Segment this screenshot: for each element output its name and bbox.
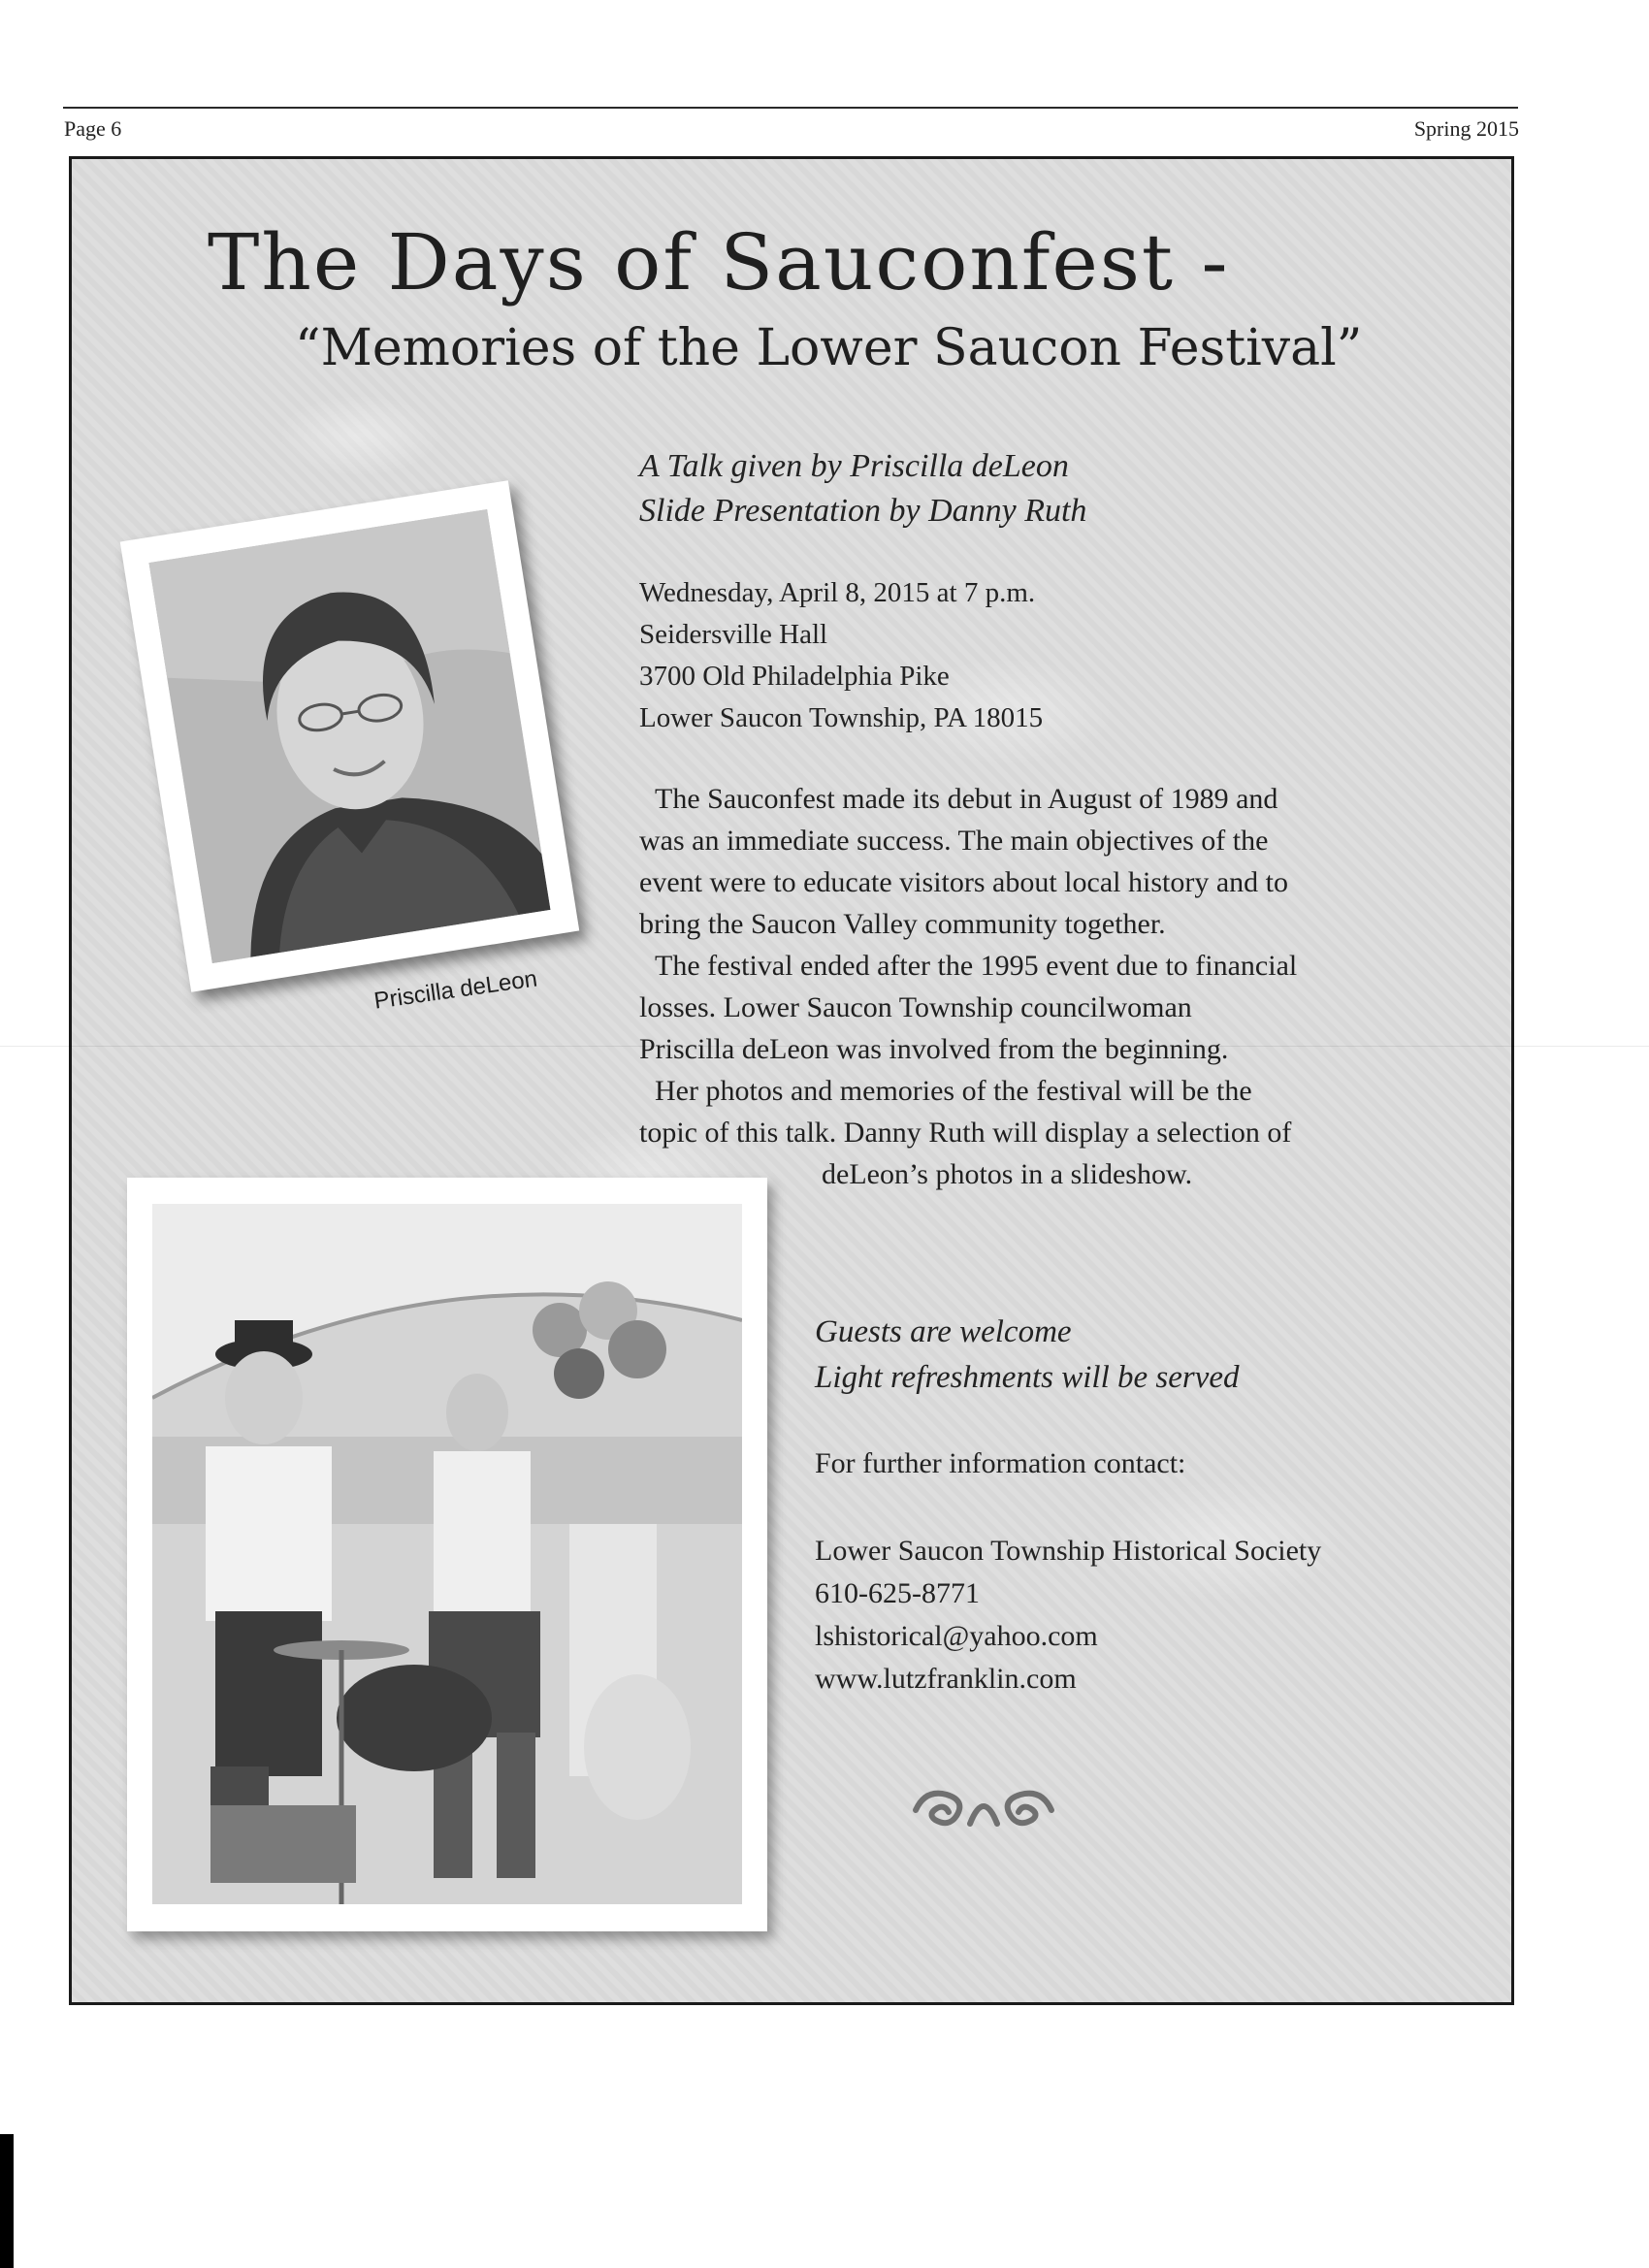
talk-credits	[639, 444, 1086, 534]
article-subtitle: “Memories of the Lower Saucon Festival”	[295, 319, 1363, 377]
body-line: was an immediate success. The main objectives of the	[639, 825, 1269, 857]
band-photo-frame	[127, 1178, 767, 1931]
contact-website[interactable]: www.lutzfranklin.com	[815, 1663, 1077, 1695]
event-details	[639, 572, 1043, 739]
issue-date: Spring 2015	[1413, 116, 1519, 141]
event-date-time: Wednesday, April 8, 2015 at 7 p.m.	[639, 577, 1036, 608]
body-line: Her photos and memories of the festival will be the	[655, 1075, 1252, 1107]
guests-welcome: Guests are welcome	[815, 1314, 1072, 1349]
contact-phone: 610-625-8771	[815, 1577, 980, 1609]
band-photo	[152, 1204, 742, 1904]
page-fold	[0, 1046, 1649, 1047]
talk-slides-credit: Slide Presentation by Danny Ruth	[639, 493, 1087, 529]
body-line: deLeon’s photos in a slideshow.	[822, 1158, 1193, 1190]
band-illustration	[152, 1204, 742, 1904]
portrait-caption: Priscilla deLeon	[372, 965, 539, 1015]
body-line: bring the Saucon Valley community together.	[639, 908, 1166, 940]
contact-organization: Lower Saucon Township Historical Society	[815, 1535, 1322, 1567]
article-panel	[69, 156, 1514, 2005]
event-address: 3700 Old Philadelphia Pike	[639, 661, 950, 692]
header-rule	[63, 107, 1518, 109]
contact-details	[815, 1530, 1321, 1701]
article-title: The Days of Sauconfest -	[208, 217, 1230, 308]
body-line: event were to educate visitors about local history and to	[639, 866, 1288, 898]
contact-heading: For further information contact:	[815, 1447, 1186, 1479]
portrait-photo	[148, 509, 550, 963]
body-line: Priscilla deLeon was involved from the beginning.	[639, 1033, 1229, 1065]
page-number: Page 6	[64, 116, 122, 141]
contact-email[interactable]: lshistorical@yahoo.com	[815, 1620, 1098, 1652]
portrait-illustration	[148, 509, 550, 963]
body-line: losses. Lower Saucon Township councilwoman	[639, 991, 1192, 1023]
floral-ornament-icon	[906, 1781, 1061, 1839]
body-line: The Sauconfest made its debut in August of 1989 and	[655, 783, 1278, 815]
event-venue: Seidersville Hall	[639, 619, 828, 650]
talk-speaker: A Talk given by Priscilla deLeon	[639, 448, 1069, 484]
portrait-photo-frame	[120, 480, 580, 992]
body-line: The festival ended after the 1995 event due to financial	[655, 950, 1298, 982]
refreshments-note: Light refreshments will be served	[815, 1360, 1240, 1395]
body-line: topic of this talk. Danny Ruth will display a selection of	[639, 1117, 1292, 1149]
scan-edge	[0, 2134, 14, 2268]
event-city: Lower Saucon Township, PA 18015	[639, 702, 1044, 733]
guest-notice	[815, 1310, 1240, 1401]
article-body	[639, 778, 1503, 1195]
